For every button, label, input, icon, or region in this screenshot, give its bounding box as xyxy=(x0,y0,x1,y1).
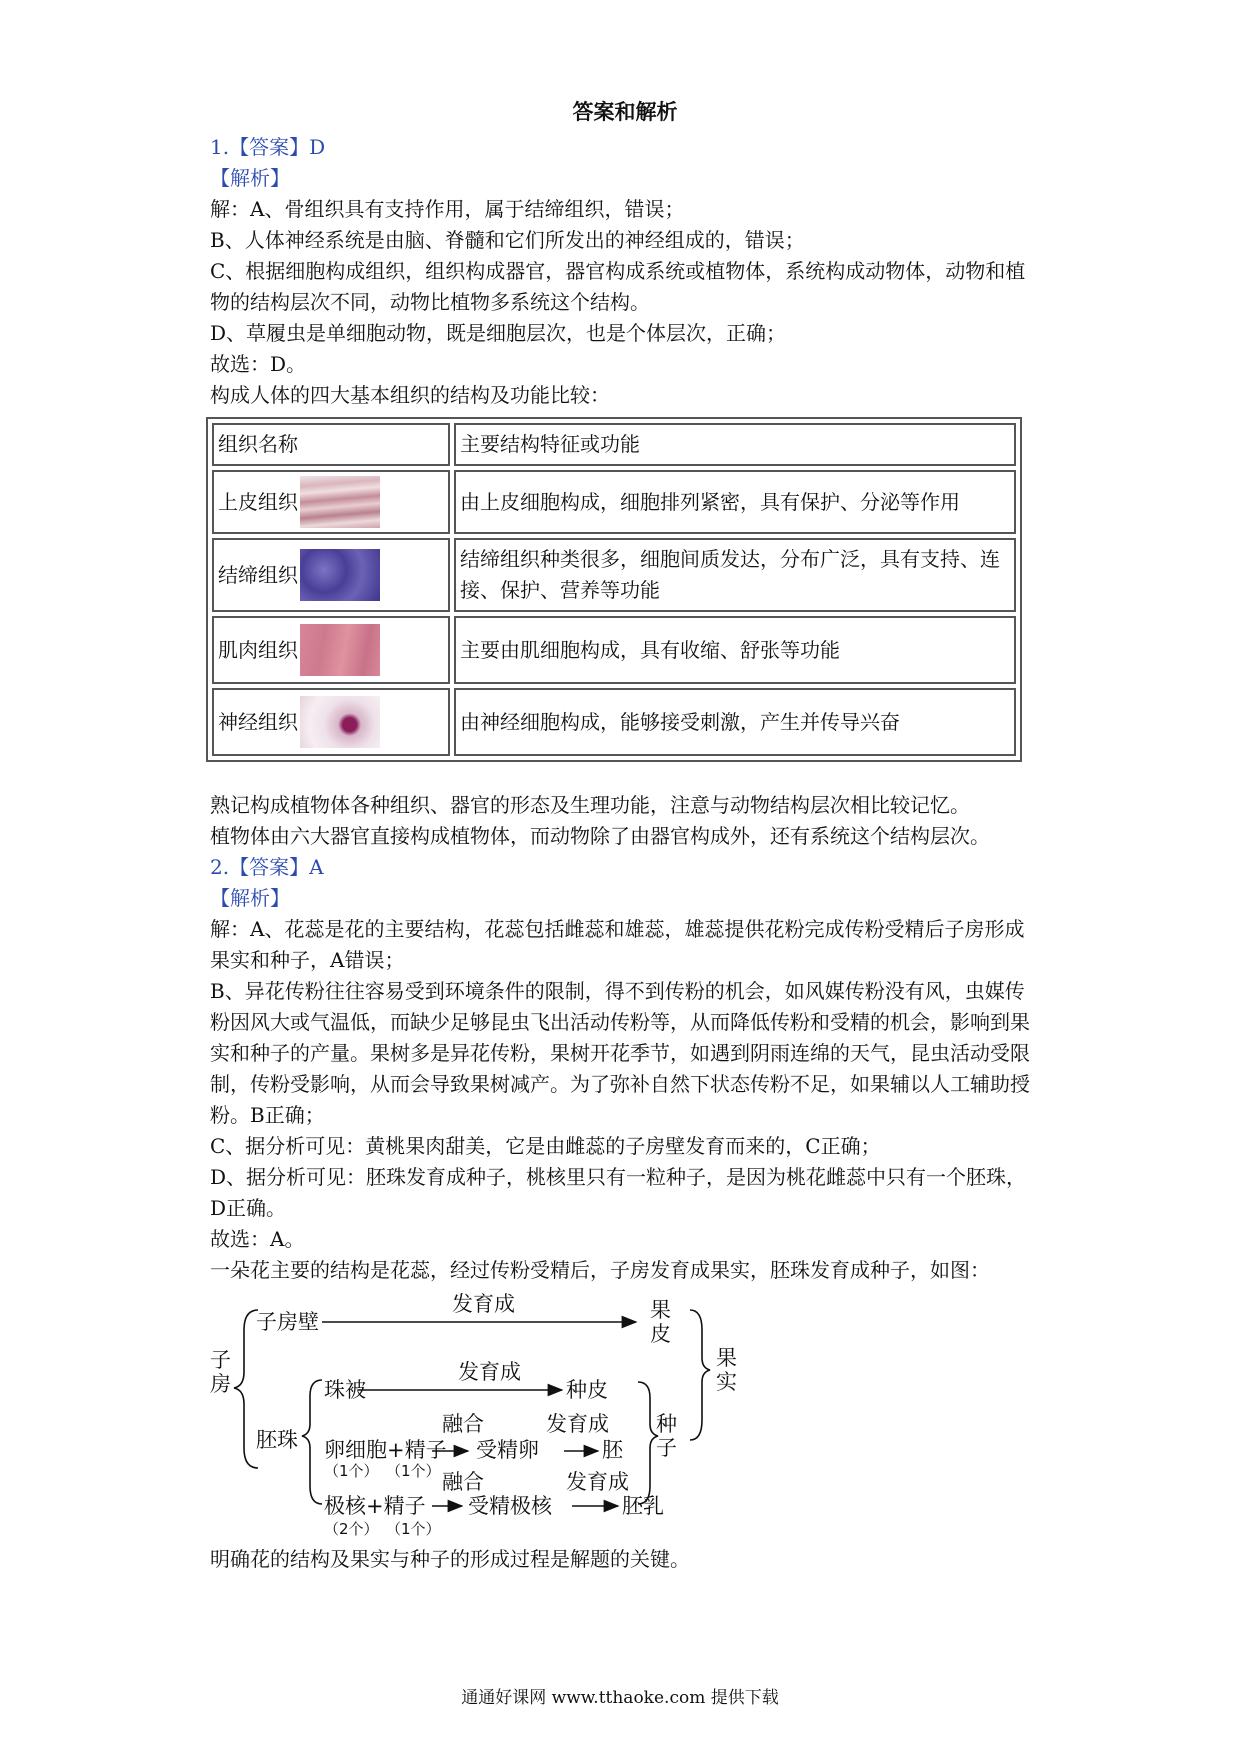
q2-line-a: 解：A、花蕊是花的主要结构，花蕊包括雌蕊和雄蕊，雄蕊提供花粉完成传粉受精后子房形成果实和种子，A错误； xyxy=(210,917,1025,972)
page-title: 答案和解析 xyxy=(572,99,678,124)
tissue-name-cell xyxy=(212,688,450,756)
diagram-one-sperm: （1个） xyxy=(386,1462,441,1480)
tissue-desc: 结缔组织种类很多，细胞间质发达，分布广泛，具有支持、连接、保护、营养等功能 xyxy=(454,538,1016,612)
diagram-seed: 种子 xyxy=(656,1412,677,1460)
q1-table-intro: 构成人体的四大基本组织的结构及功能比较： xyxy=(210,383,610,407)
q2-diagram-intro: 一朵花主要的结构是花蕊，经过传粉受精后，子房发育成果实，胚珠发育成种子，如图： xyxy=(210,1258,990,1282)
table-row xyxy=(212,470,1016,534)
q1-summary-2: 植物体由六大器官直接构成植物体，而动物除了由器官构成外，还有系统这个结构层次。 xyxy=(210,824,990,848)
q1-line-a: 解：A、骨组织具有支持作用，属于结缔组织，错误； xyxy=(210,197,685,221)
diagram-two-polar: （2个） xyxy=(324,1520,379,1538)
tissue-name-cell xyxy=(212,470,450,534)
diagram-integument: 珠被 xyxy=(324,1378,366,1402)
q2-choice: 故选：A。 xyxy=(210,1227,305,1251)
diagram-seed-coat: 种皮 xyxy=(566,1378,608,1402)
tissue-name-cell xyxy=(212,538,450,612)
diagram-fuse-label-2: 融合 xyxy=(442,1470,484,1494)
q1-answer: 1.【答案】D xyxy=(210,135,326,159)
table-header-cell: 组织名称 xyxy=(212,423,450,466)
nerve-tissue-image xyxy=(300,696,380,748)
tissue-name: 上皮组织 xyxy=(218,489,298,514)
tissue-name-cell xyxy=(212,616,450,684)
q2-line-d: D、据分析可见：胚珠发育成种子，桃核里只有一粒种子，是因为桃花雌蕊中只有一个胚珠，D正确。 xyxy=(210,1165,1027,1220)
diagram-develops-label-4: 发育成 xyxy=(566,1470,629,1494)
diagram-develops-label: 发育成 xyxy=(452,1292,515,1316)
tissue-desc: 由神经细胞构成，能够接受刺激，产生并传导兴奋 xyxy=(454,688,1016,756)
q2-summary: 明确花的结构及果实与种子的形成过程是解题的关键。 xyxy=(210,1547,690,1571)
q2-line-b: B、异花传粉往往容易受到环境条件的限制，得不到传粉的机会，如风媒传粉没有风，虫媒传粉因风大或气温低，而缺少足够昆虫飞出活动传粉等，从而降低传粉和受精的机会，影响到果实和种子的产量。果树多是异花传粉，果树开花季节，如遇到阴雨连绵的天气，昆虫活动受限制，传粉受影响，从而会导致果树减产。为了弥补自然下状态传粉不足，如果辅以人工辅助授粉。B正确； xyxy=(210,979,1030,1127)
q1-summary-1: 熟记构成植物体各种组织、器官的形态及生理功能，注意与动物结构层次相比较记忆。 xyxy=(210,793,970,817)
tissue-desc: 由上皮细胞构成，细胞排列紧密，具有保护、分泌等作用 xyxy=(454,470,1016,534)
diagram-ovule: 胚珠 xyxy=(256,1428,298,1452)
diagram-ovary-1: 子房 xyxy=(210,1348,231,1396)
diagram-egg-sperm: 卵细胞+精子 xyxy=(324,1438,447,1462)
diagram-one-sperm-2: （1个） xyxy=(386,1520,441,1538)
diagram-pericarp: 果皮 xyxy=(650,1298,671,1346)
q2-answer: 2.【答案】A xyxy=(210,855,324,879)
page-footer: 通通好课网 www.tthaoke.com 提供下载 xyxy=(461,1688,779,1708)
q2-analysis-tag: 【解析】 xyxy=(210,886,290,910)
connective-tissue-image xyxy=(300,549,380,601)
tissue-name: 结缔组织 xyxy=(218,562,298,587)
table-header-row xyxy=(212,423,1016,466)
diagram-zygote: 受精卵 xyxy=(476,1438,539,1462)
tissue-desc: 主要由肌细胞构成，具有收缩、舒张等功能 xyxy=(454,616,1016,684)
diagram-develops-label-2: 发育成 xyxy=(458,1360,521,1384)
q1-line-d: D、草履虫是单细胞动物，既是细胞层次，也是个体层次，正确； xyxy=(210,321,787,345)
q1-choice: 故选：D。 xyxy=(210,352,307,376)
diagram-ovary-wall: 子房壁 xyxy=(256,1310,319,1334)
diagram-fertilized-polar: 受精极核 xyxy=(468,1494,552,1518)
diagram-develops-label-3: 发育成 xyxy=(546,1412,609,1436)
table-row xyxy=(212,688,1016,756)
tissue-table xyxy=(206,417,1022,762)
tissue-name: 神经组织 xyxy=(218,709,298,734)
epithelial-tissue-image xyxy=(300,476,380,528)
table-header-cell: 主要结构特征或功能 xyxy=(454,423,1016,466)
q2-line-c: C、据分析可见：黄桃果肉甜美，它是由雌蕊的子房壁发育而来的，C正确； xyxy=(210,1134,881,1158)
table-row xyxy=(212,538,1016,612)
diagram-fuse-label: 融合 xyxy=(442,1412,484,1436)
diagram-embryo: 胚 xyxy=(602,1438,623,1462)
tissue-name: 肌肉组织 xyxy=(218,637,298,662)
q1-line-b: B、人体神经系统是由脑、脊髓和它们所发出的神经组成的，错误； xyxy=(210,228,805,252)
fruit-seed-formation-diagram xyxy=(210,1290,770,1540)
diagram-one-egg: （1个） xyxy=(324,1462,379,1480)
muscle-tissue-image xyxy=(300,624,380,676)
diagram-endosperm: 胚乳 xyxy=(622,1494,664,1518)
q1-analysis-tag: 【解析】 xyxy=(210,166,290,190)
diagram-polar-sperm: 极核+精子 xyxy=(324,1494,426,1518)
diagram-fruit: 果实 xyxy=(716,1346,737,1394)
q1-line-c: C、根据细胞构成组织，组织构成器官，器官构成系统或植物体，系统构成动物体，动物和植物的结构层次不同，动物比植物多系统这个结构。 xyxy=(210,259,1026,314)
page-content xyxy=(210,98,1040,1575)
table-row xyxy=(212,616,1016,684)
